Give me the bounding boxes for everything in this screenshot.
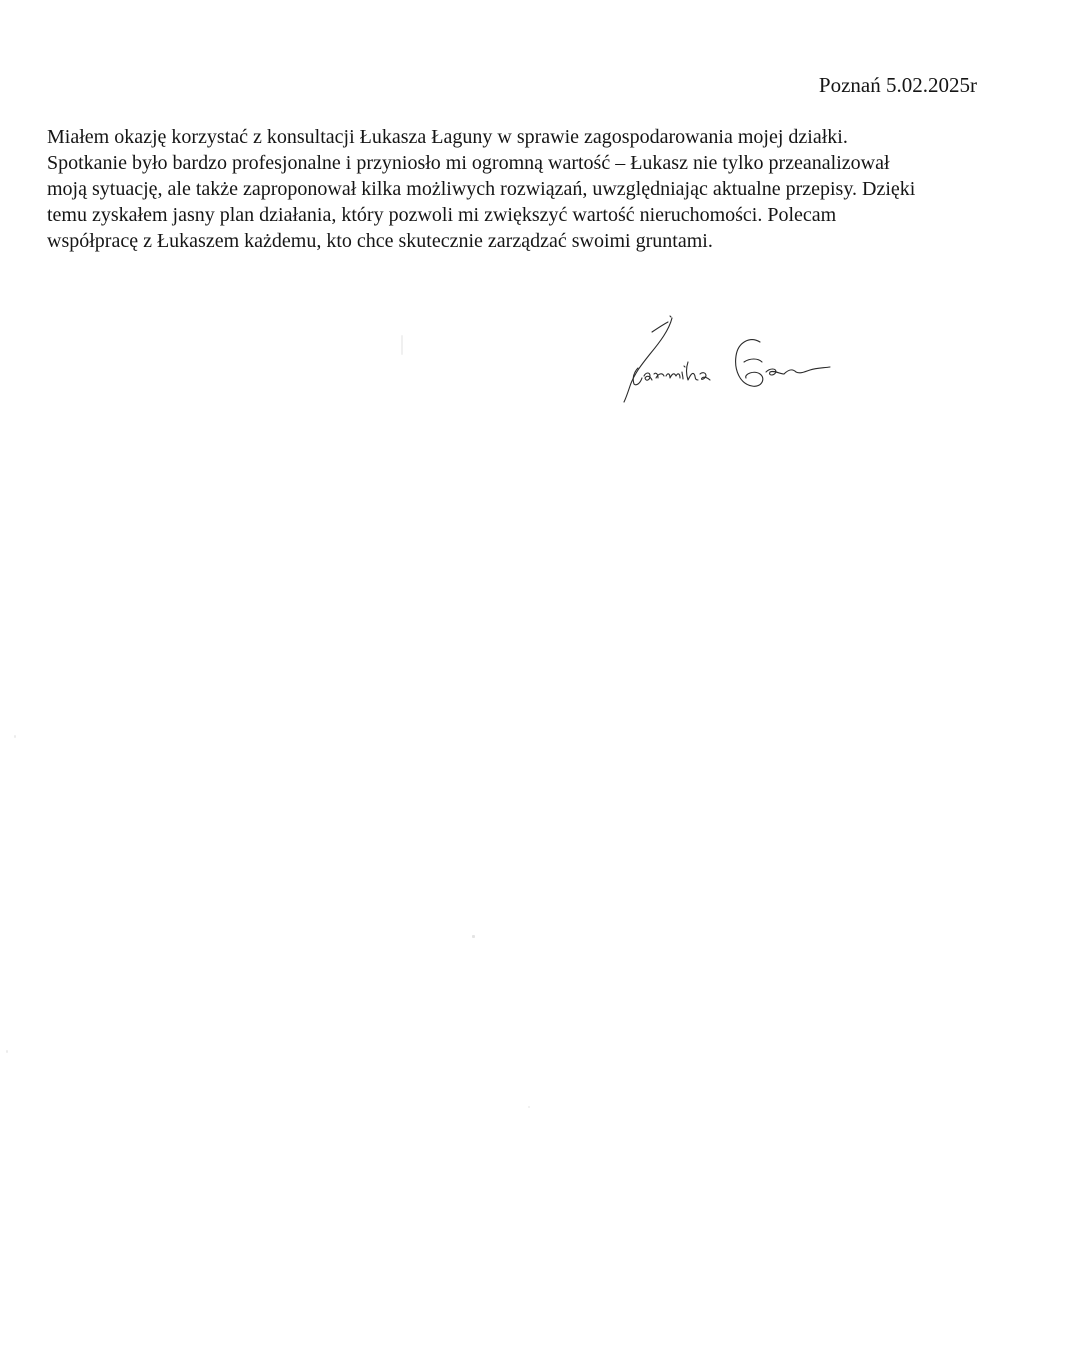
scan-speck [6,1050,8,1053]
scan-speck [472,935,475,938]
letter-line: współpracę z Łukaszem każdemu, kto chce skutecznie zarządzać swoimi gruntami. [47,230,713,252]
scan-speck [14,735,16,738]
signature-drawing [620,312,840,412]
scan-speck [528,1106,530,1108]
handwritten-signature [620,312,840,412]
letter-line: Miałem okazję korzystać z konsultacji Łukasza Łaguny w sprawie zagospodarowania mojej działki. [47,126,848,148]
letter-body [47,124,977,254]
place-and-date: Poznań 5.02.2025r [818,73,977,97]
letter-line: Spotkanie było bardzo profesjonalne i przyniosło mi ogromną wartość – Łukasz nie tylko przeanalizował [47,152,890,174]
letter-line: temu zyskałem jasny plan działania, który pozwoli mi zwiększyć wartość nieruchomości. Polecam [47,204,837,226]
letter-line: moją sytuację, ale także zaproponował kilka możliwych rozwiązań, uwzględniając aktualne przepisy. Dzięki [47,178,916,200]
scan-speck [401,335,403,355]
